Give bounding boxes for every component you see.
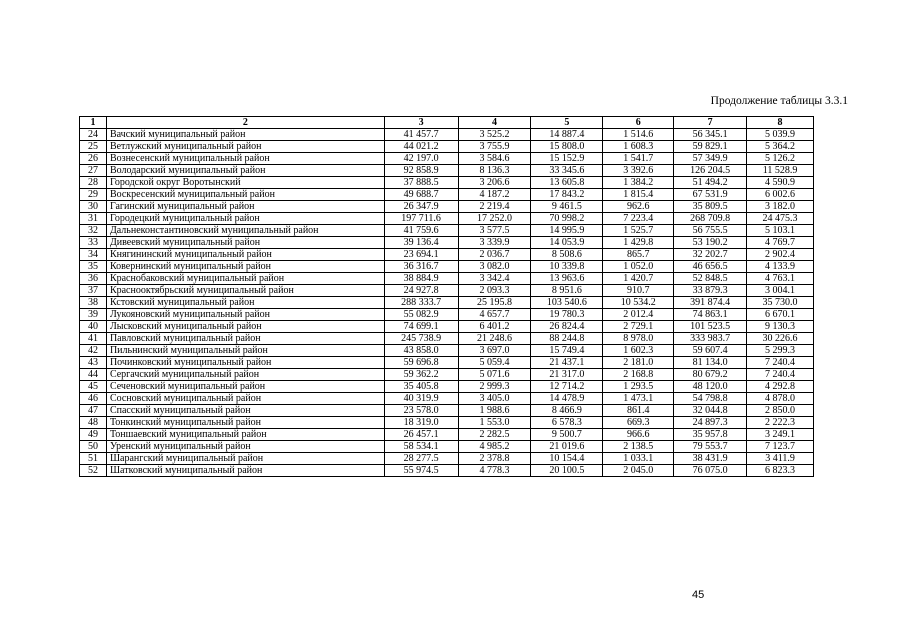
value-cell: 4 778.3 — [458, 465, 531, 477]
district-name-cell: Вачский муниципальный район — [106, 129, 384, 141]
value-cell: 268 709.8 — [674, 213, 747, 225]
value-cell: 2 181.0 — [603, 357, 674, 369]
value-cell: 14 053.9 — [531, 237, 603, 249]
value-cell: 1 608.3 — [603, 141, 674, 153]
district-name-cell: Шарангский муниципальный район — [106, 453, 384, 465]
row-number-cell: 46 — [80, 393, 107, 405]
value-cell: 197 711.6 — [384, 213, 458, 225]
district-name-cell: Ковернинский муниципальный район — [106, 261, 384, 273]
value-cell: 910.7 — [603, 285, 674, 297]
value-cell: 24 927.8 — [384, 285, 458, 297]
value-cell: 4 187.2 — [458, 189, 531, 201]
value-cell: 19 780.3 — [531, 309, 603, 321]
value-cell: 861.4 — [603, 405, 674, 417]
value-cell: 26 824.4 — [531, 321, 603, 333]
district-name-cell: Кстовский муниципальный район — [106, 297, 384, 309]
table-row — [80, 237, 814, 249]
value-cell: 1 473.1 — [603, 393, 674, 405]
district-name-cell: Уренский муниципальный район — [106, 441, 384, 453]
value-cell: 15 749.4 — [531, 345, 603, 357]
table-row — [80, 309, 814, 321]
district-name-cell: Княгининский муниципальный район — [106, 249, 384, 261]
value-cell: 9 500.7 — [531, 429, 603, 441]
row-number-cell: 33 — [80, 237, 107, 249]
value-cell: 1 514.6 — [603, 129, 674, 141]
value-cell: 42 197.0 — [384, 153, 458, 165]
value-cell: 36 316.7 — [384, 261, 458, 273]
row-number-cell: 28 — [80, 177, 107, 189]
value-cell: 4 763.1 — [747, 273, 814, 285]
district-name-cell: Сергачский муниципальный район — [106, 369, 384, 381]
value-cell: 35 730.0 — [747, 297, 814, 309]
row-number-cell: 37 — [80, 285, 107, 297]
value-cell: 74 863.1 — [674, 309, 747, 321]
value-cell: 391 874.4 — [674, 297, 747, 309]
value-cell: 88 244.8 — [531, 333, 603, 345]
value-cell: 15 152.9 — [531, 153, 603, 165]
table-row — [80, 321, 814, 333]
table-row — [80, 189, 814, 201]
district-name-cell: Тонкинский муниципальный район — [106, 417, 384, 429]
row-number-cell: 29 — [80, 189, 107, 201]
value-cell: 56 755.5 — [674, 225, 747, 237]
value-cell: 13 963.6 — [531, 273, 603, 285]
table-row — [80, 405, 814, 417]
value-cell: 21 317.0 — [531, 369, 603, 381]
value-cell: 1 815.4 — [603, 189, 674, 201]
table-row — [80, 297, 814, 309]
table-row — [80, 213, 814, 225]
value-cell: 56 345.1 — [674, 129, 747, 141]
value-cell: 1 525.7 — [603, 225, 674, 237]
value-cell: 51 494.2 — [674, 177, 747, 189]
row-number-cell: 45 — [80, 381, 107, 393]
value-cell: 4 878.0 — [747, 393, 814, 405]
district-name-cell: Пильнинский муниципальный район — [106, 345, 384, 357]
table-row — [80, 465, 814, 477]
value-cell: 70 998.2 — [531, 213, 603, 225]
row-number-cell: 34 — [80, 249, 107, 261]
table-row — [80, 429, 814, 441]
value-cell: 26 347.9 — [384, 201, 458, 213]
value-cell: 9 461.5 — [531, 201, 603, 213]
district-name-cell: Починковский муниципальный район — [106, 357, 384, 369]
row-number-cell: 31 — [80, 213, 107, 225]
value-cell: 18 319.0 — [384, 417, 458, 429]
value-cell: 1 384.2 — [603, 177, 674, 189]
district-name-cell: Лысковский муниципальный район — [106, 321, 384, 333]
value-cell: 59 829.1 — [674, 141, 747, 153]
value-cell: 1 052.0 — [603, 261, 674, 273]
value-cell: 865.7 — [603, 249, 674, 261]
value-cell: 2 378.8 — [458, 453, 531, 465]
value-cell: 37 888.5 — [384, 177, 458, 189]
page-number: 45 — [692, 589, 705, 601]
row-number-cell: 42 — [80, 345, 107, 357]
value-cell: 10 534.2 — [603, 297, 674, 309]
district-name-cell: Дальнеконстантиновский муниципальный район — [106, 225, 384, 237]
value-cell: 10 339.8 — [531, 261, 603, 273]
value-cell: 1 429.8 — [603, 237, 674, 249]
value-cell: 40 319.9 — [384, 393, 458, 405]
value-cell: 11 528.9 — [747, 165, 814, 177]
table-row — [80, 381, 814, 393]
district-name-cell: Краснооктябрьский муниципальный район — [106, 285, 384, 297]
value-cell: 4 985.2 — [458, 441, 531, 453]
value-cell: 7 240.4 — [747, 357, 814, 369]
value-cell: 2 093.3 — [458, 285, 531, 297]
district-name-cell: Вознесенский муниципальный район — [106, 153, 384, 165]
row-number-cell: 30 — [80, 201, 107, 213]
district-name-cell: Дивеевский муниципальный район — [106, 237, 384, 249]
value-cell: 2 012.4 — [603, 309, 674, 321]
value-cell: 81 134.0 — [674, 357, 747, 369]
value-cell: 5 059.4 — [458, 357, 531, 369]
row-number-cell: 24 — [80, 129, 107, 141]
value-cell: 1 988.6 — [458, 405, 531, 417]
header-cell: 6 — [603, 117, 674, 129]
value-cell: 6 578.3 — [531, 417, 603, 429]
value-cell: 5 364.2 — [747, 141, 814, 153]
value-cell: 5 039.9 — [747, 129, 814, 141]
value-cell: 14 995.9 — [531, 225, 603, 237]
value-cell: 6 823.3 — [747, 465, 814, 477]
value-cell: 52 848.5 — [674, 273, 747, 285]
row-number-cell: 51 — [80, 453, 107, 465]
value-cell: 3 755.9 — [458, 141, 531, 153]
row-number-cell: 41 — [80, 333, 107, 345]
value-cell: 14 478.9 — [531, 393, 603, 405]
value-cell: 8 508.6 — [531, 249, 603, 261]
value-cell: 24 897.3 — [674, 417, 747, 429]
value-cell: 54 798.8 — [674, 393, 747, 405]
value-cell: 8 466.9 — [531, 405, 603, 417]
header-cell: 5 — [531, 117, 603, 129]
header-cell: 7 — [674, 117, 747, 129]
value-cell: 7 240.4 — [747, 369, 814, 381]
value-cell: 10 154.4 — [531, 453, 603, 465]
value-cell: 8 978.0 — [603, 333, 674, 345]
table-row — [80, 141, 814, 153]
table-row — [80, 441, 814, 453]
value-cell: 92 858.9 — [384, 165, 458, 177]
value-cell: 32 044.8 — [674, 405, 747, 417]
header-cell: 4 — [458, 117, 531, 129]
row-number-cell: 36 — [80, 273, 107, 285]
row-number-cell: 43 — [80, 357, 107, 369]
value-cell: 2 045.0 — [603, 465, 674, 477]
value-cell: 2 282.5 — [458, 429, 531, 441]
table-row — [80, 261, 814, 273]
value-cell: 57 349.9 — [674, 153, 747, 165]
row-number-cell: 47 — [80, 405, 107, 417]
value-cell: 39 136.4 — [384, 237, 458, 249]
value-cell: 6 002.6 — [747, 189, 814, 201]
value-cell: 2 138.5 — [603, 441, 674, 453]
header-cell: 2 — [106, 117, 384, 129]
district-name-cell: Ветлужский муниципальный район — [106, 141, 384, 153]
data-table — [79, 116, 814, 477]
value-cell: 126 204.5 — [674, 165, 747, 177]
row-number-cell: 44 — [80, 369, 107, 381]
value-cell: 5 299.3 — [747, 345, 814, 357]
table-caption: Продолжение таблицы 3.3.1 — [710, 95, 848, 107]
table-row — [80, 357, 814, 369]
value-cell: 2 729.1 — [603, 321, 674, 333]
value-cell: 5 071.6 — [458, 369, 531, 381]
value-cell: 74 699.1 — [384, 321, 458, 333]
value-cell: 49 688.7 — [384, 189, 458, 201]
value-cell: 6 401.2 — [458, 321, 531, 333]
value-cell: 5 126.2 — [747, 153, 814, 165]
value-cell: 333 983.7 — [674, 333, 747, 345]
table-row — [80, 369, 814, 381]
value-cell: 24 475.3 — [747, 213, 814, 225]
table-row — [80, 225, 814, 237]
value-cell: 4 769.7 — [747, 237, 814, 249]
value-cell: 23 578.0 — [384, 405, 458, 417]
district-name-cell: Сосновский муниципальный район — [106, 393, 384, 405]
row-number-cell: 39 — [80, 309, 107, 321]
row-number-cell: 27 — [80, 165, 107, 177]
table-body — [80, 129, 814, 477]
table-row — [80, 249, 814, 261]
row-number-cell: 48 — [80, 417, 107, 429]
value-cell: 21 437.1 — [531, 357, 603, 369]
table-row — [80, 393, 814, 405]
value-cell: 3 411.9 — [747, 453, 814, 465]
row-number-cell: 50 — [80, 441, 107, 453]
value-cell: 3 249.1 — [747, 429, 814, 441]
value-cell: 3 405.0 — [458, 393, 531, 405]
value-cell: 9 130.3 — [747, 321, 814, 333]
district-name-cell: Краснобаковский муниципальный район — [106, 273, 384, 285]
value-cell: 17 252.0 — [458, 213, 531, 225]
value-cell: 46 656.5 — [674, 261, 747, 273]
value-cell: 55 082.9 — [384, 309, 458, 321]
value-cell: 23 694.1 — [384, 249, 458, 261]
district-name-cell: Гагинский муниципальный район — [106, 201, 384, 213]
value-cell: 3 082.0 — [458, 261, 531, 273]
value-cell: 1 293.5 — [603, 381, 674, 393]
header-row — [80, 117, 814, 129]
value-cell: 25 195.8 — [458, 297, 531, 309]
value-cell: 101 523.5 — [674, 321, 747, 333]
value-cell: 44 021.2 — [384, 141, 458, 153]
value-cell: 67 531.9 — [674, 189, 747, 201]
table-row — [80, 417, 814, 429]
value-cell: 1 602.3 — [603, 345, 674, 357]
value-cell: 38 884.9 — [384, 273, 458, 285]
value-cell: 79 553.7 — [674, 441, 747, 453]
table-row — [80, 165, 814, 177]
value-cell: 103 540.6 — [531, 297, 603, 309]
value-cell: 3 206.6 — [458, 177, 531, 189]
value-cell: 8 136.3 — [458, 165, 531, 177]
value-cell: 12 714.2 — [531, 381, 603, 393]
row-number-cell: 40 — [80, 321, 107, 333]
value-cell: 8 951.6 — [531, 285, 603, 297]
value-cell: 15 808.0 — [531, 141, 603, 153]
district-name-cell: Спасский муниципальный район — [106, 405, 384, 417]
value-cell: 17 843.2 — [531, 189, 603, 201]
value-cell: 48 120.0 — [674, 381, 747, 393]
value-cell: 288 333.7 — [384, 297, 458, 309]
district-name-cell: Шатковский муниципальный район — [106, 465, 384, 477]
value-cell: 3 339.9 — [458, 237, 531, 249]
row-number-cell: 38 — [80, 297, 107, 309]
district-name-cell: Тоншаевский муниципальный район — [106, 429, 384, 441]
value-cell: 35 405.8 — [384, 381, 458, 393]
value-cell: 3 004.1 — [747, 285, 814, 297]
value-cell: 28 277.5 — [384, 453, 458, 465]
value-cell: 2 168.8 — [603, 369, 674, 381]
value-cell: 58 534.1 — [384, 441, 458, 453]
value-cell: 33 879.3 — [674, 285, 747, 297]
value-cell: 2 850.0 — [747, 405, 814, 417]
row-number-cell: 35 — [80, 261, 107, 273]
table-row — [80, 453, 814, 465]
value-cell: 4 292.8 — [747, 381, 814, 393]
value-cell: 3 182.0 — [747, 201, 814, 213]
table-row — [80, 333, 814, 345]
value-cell: 59 696.8 — [384, 357, 458, 369]
value-cell: 2 219.4 — [458, 201, 531, 213]
value-cell: 21 019.6 — [531, 441, 603, 453]
value-cell: 41 759.6 — [384, 225, 458, 237]
value-cell: 59 362.2 — [384, 369, 458, 381]
row-number-cell: 32 — [80, 225, 107, 237]
value-cell: 38 431.9 — [674, 453, 747, 465]
value-cell: 3 342.4 — [458, 273, 531, 285]
header-cell: 8 — [747, 117, 814, 129]
table-row — [80, 153, 814, 165]
header-cell: 1 — [80, 117, 107, 129]
value-cell: 245 738.9 — [384, 333, 458, 345]
value-cell: 5 103.1 — [747, 225, 814, 237]
value-cell: 4 657.7 — [458, 309, 531, 321]
value-cell: 1 420.7 — [603, 273, 674, 285]
value-cell: 1 541.7 — [603, 153, 674, 165]
value-cell: 35 957.8 — [674, 429, 747, 441]
value-cell: 2 999.3 — [458, 381, 531, 393]
value-cell: 20 100.5 — [531, 465, 603, 477]
value-cell: 4 590.9 — [747, 177, 814, 189]
value-cell: 2 902.4 — [747, 249, 814, 261]
value-cell: 7 123.7 — [747, 441, 814, 453]
row-number-cell: 52 — [80, 465, 107, 477]
district-name-cell: Городецкий муниципальный район — [106, 213, 384, 225]
value-cell: 669.3 — [603, 417, 674, 429]
district-name-cell: Павловский муниципальный район — [106, 333, 384, 345]
value-cell: 1 033.1 — [603, 453, 674, 465]
value-cell: 35 809.5 — [674, 201, 747, 213]
value-cell: 13 605.8 — [531, 177, 603, 189]
value-cell: 3 577.5 — [458, 225, 531, 237]
value-cell: 80 679.2 — [674, 369, 747, 381]
value-cell: 14 887.4 — [531, 129, 603, 141]
value-cell: 3 525.2 — [458, 129, 531, 141]
value-cell: 1 553.0 — [458, 417, 531, 429]
table-row — [80, 273, 814, 285]
table-row — [80, 177, 814, 189]
value-cell: 4 133.9 — [747, 261, 814, 273]
value-cell: 33 345.6 — [531, 165, 603, 177]
header-cell: 3 — [384, 117, 458, 129]
district-name-cell: Воскресенский муниципальный район — [106, 189, 384, 201]
row-number-cell: 26 — [80, 153, 107, 165]
table-row — [80, 129, 814, 141]
value-cell: 76 075.0 — [674, 465, 747, 477]
value-cell: 962.6 — [603, 201, 674, 213]
value-cell: 3 697.0 — [458, 345, 531, 357]
value-cell: 43 858.0 — [384, 345, 458, 357]
value-cell: 3 584.6 — [458, 153, 531, 165]
value-cell: 41 457.7 — [384, 129, 458, 141]
value-cell: 6 670.1 — [747, 309, 814, 321]
table-row — [80, 345, 814, 357]
table-row — [80, 285, 814, 297]
value-cell: 26 457.1 — [384, 429, 458, 441]
value-cell: 21 248.6 — [458, 333, 531, 345]
value-cell: 32 202.7 — [674, 249, 747, 261]
row-number-cell: 49 — [80, 429, 107, 441]
row-number-cell: 25 — [80, 141, 107, 153]
value-cell: 3 392.6 — [603, 165, 674, 177]
value-cell: 2 036.7 — [458, 249, 531, 261]
value-cell: 966.6 — [603, 429, 674, 441]
district-name-cell: Лукояновский муниципальный район — [106, 309, 384, 321]
value-cell: 53 190.2 — [674, 237, 747, 249]
value-cell: 55 974.5 — [384, 465, 458, 477]
district-name-cell: Сеченовский муниципальный район — [106, 381, 384, 393]
value-cell: 59 607.4 — [674, 345, 747, 357]
value-cell: 7 223.4 — [603, 213, 674, 225]
value-cell: 30 226.6 — [747, 333, 814, 345]
value-cell: 2 222.3 — [747, 417, 814, 429]
table-row — [80, 201, 814, 213]
district-name-cell: Володарский муниципальный район — [106, 165, 384, 177]
district-name-cell: Городской округ Воротынский — [106, 177, 384, 189]
